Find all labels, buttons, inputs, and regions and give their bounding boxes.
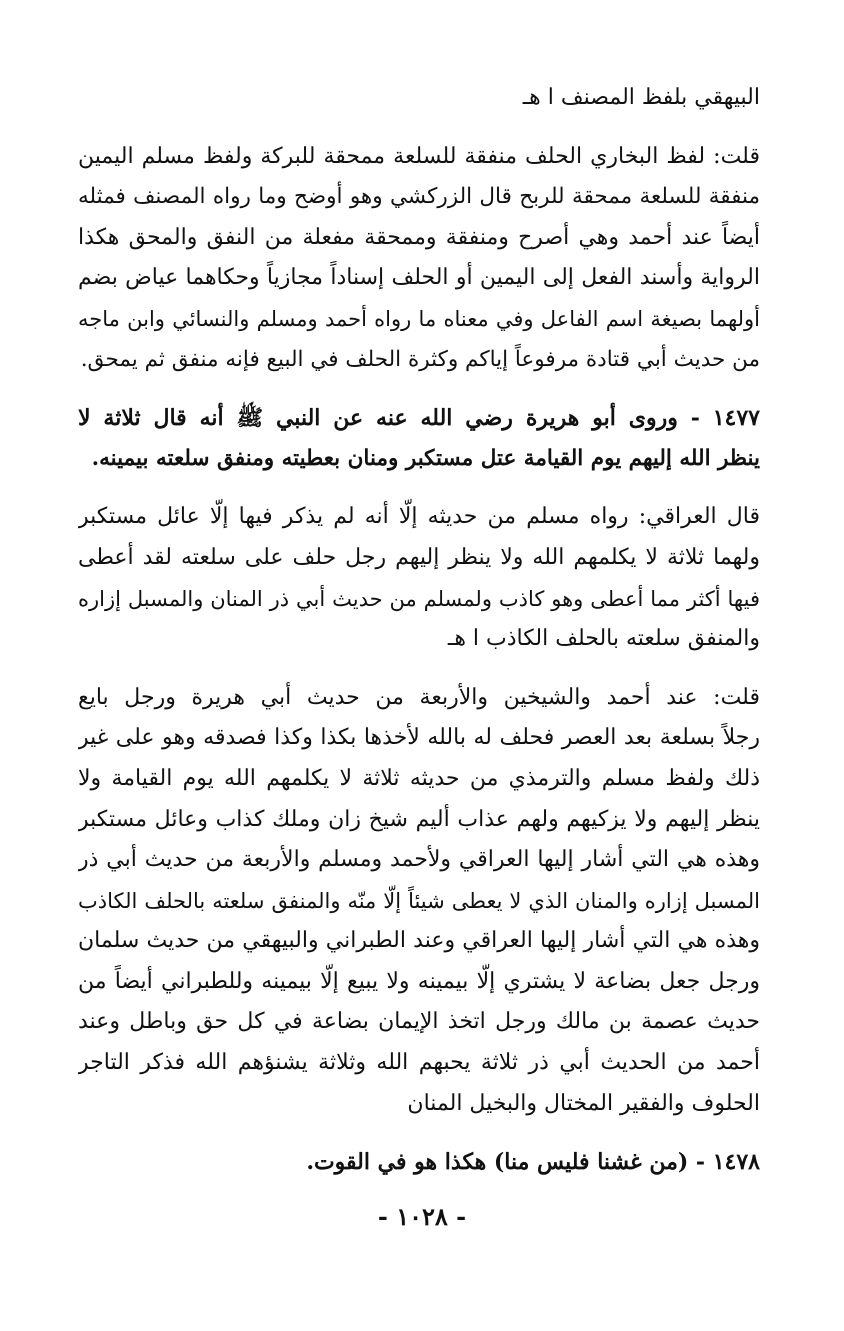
text-line: المسبل إزاره والمنان الذي لا يعطى شيئاً إلّا منّه والمنفق سلعته بالحلف الكاذب: [78, 888, 760, 913]
text-line: وهذه هي التي أشار إليها العراقي وعند الطبراني والبيهقي من حديث سلمان: [78, 928, 760, 954]
paragraph-gap: [78, 1124, 760, 1142]
text-line: أولهما بصيغة اسم الفاعل وفي معناه ما رواه أحمد ومسلم والنسائي وابن ماجه: [78, 306, 760, 331]
text-line: من حديث أبي قتادة مرفوعاً إياكم وكثرة الحلف في البيع فإنه منفق ثم يمحق.: [80, 346, 760, 372]
text-line: ينظر الله إليهم يوم القيامة عتل مستكبر ومنان بعطيته ومنفق سلعته بيمينه.: [91, 445, 760, 471]
paragraph-commentary-1: [78, 137, 760, 381]
text-line: البيهقي بلفظ المصنف ا هـ: [522, 85, 760, 110]
text-line: ١٤٧٨ - (من غشنا فليس منا) هكذا هو في القوت.: [306, 1149, 760, 1176]
text-line: والمنفق سلعته بالحلف الكاذب ا هـ: [447, 626, 760, 652]
text-line: قلت: لفظ البخاري الحلف منفقة للسلعة ممحقة للبركة ولفظ مسلم اليمين: [78, 143, 760, 169]
text-line: فيها أكثر مما أعطى وهو كاذب ولمسلم من حديث أبي ذر المنان والمسبل إزاره: [78, 586, 760, 611]
text-block: [78, 78, 760, 1183]
paragraph-gap: [78, 119, 760, 137]
paragraph-gap: [78, 479, 760, 497]
text-line: قال العراقي: رواه مسلم من حديثه إلّا أنه لم يذكر فيها إلّا عائل مستكبر: [78, 504, 760, 530]
paragraph-hadith-1478: [78, 1142, 760, 1183]
text-line: ١٤٧٧ - وروى أبو هريرة رضي الله عنه عن النبي ﷺ أنه قال ثلاثة لا: [78, 405, 760, 432]
text-line: حديث عصمة بن مالك ورجل اتخذ الإيمان بضاعة في كل حق وباطل وعند: [78, 1009, 760, 1035]
text-line: أيضاً عند أحمد وهي أصرح ومنفقة وممحقة مفعلة من النفق والمحق هكذا: [78, 224, 760, 250]
text-line: وهذه هي التي أشار إليها العراقي ولأحمد ومسلم والأربعة من حديث أبي ذر: [78, 847, 760, 873]
text-line: ولهما ثلاثة لا يكلمهم الله ولا ينظر إليهم رجل حلف على سلعته لقد أعطى: [78, 544, 760, 570]
paragraph-commentary-2: [78, 678, 760, 1125]
page-number: - ١٠٢٨ -: [377, 1202, 467, 1231]
text-line: ينظر إليهم ولا يزكيهم ولهم عذاب أليم شيخ زان وملك كذاب وعائل مستكبر: [78, 806, 760, 832]
text-line: أحمد من الحديث أبي ذر ثلاثة يحبهم الله وثلاثة يشنؤهم الله فذكر التاجر: [78, 1050, 760, 1076]
paragraph-hadith-1477: [78, 398, 760, 479]
text-line: منفقة للسلعة ممحقة للربح قال الزركشي وهو أوضح وما رواه المصنف فمثله: [78, 184, 760, 210]
paragraph-continuation: [78, 78, 760, 119]
text-line: ورجل جعل بضاعة لا يشتري إلّا بيمينه ولا يبيع إلّا بيمينه وللطبراني أيضاً من: [78, 968, 760, 994]
text-line: الرواية وأسند الفعل إلى اليمين أو الحلف إسناداً مجازياً وحكاهما عياض بضم: [78, 265, 760, 291]
text-line: رجلاً بسلعة بعد العصر فحلف له بالله لأخذها بكذا وكذا فصدقه وهو على غير: [78, 725, 760, 751]
paragraph-gap: [78, 380, 760, 398]
text-line: الحلوف والفقير المختال والبخيل المنان: [407, 1090, 760, 1116]
paragraph-gap: [78, 660, 760, 678]
paragraph-iraqi: [78, 497, 760, 659]
text-line: قلت: عند أحمد والشيخين والأربعة من حديث أبي هريرة ورجل بايع: [78, 684, 760, 710]
text-line: ذلك ولفظ مسلم والترمذي من حديثه ثلاثة لا يكلمهم الله يوم القيامة ولا: [78, 765, 760, 791]
